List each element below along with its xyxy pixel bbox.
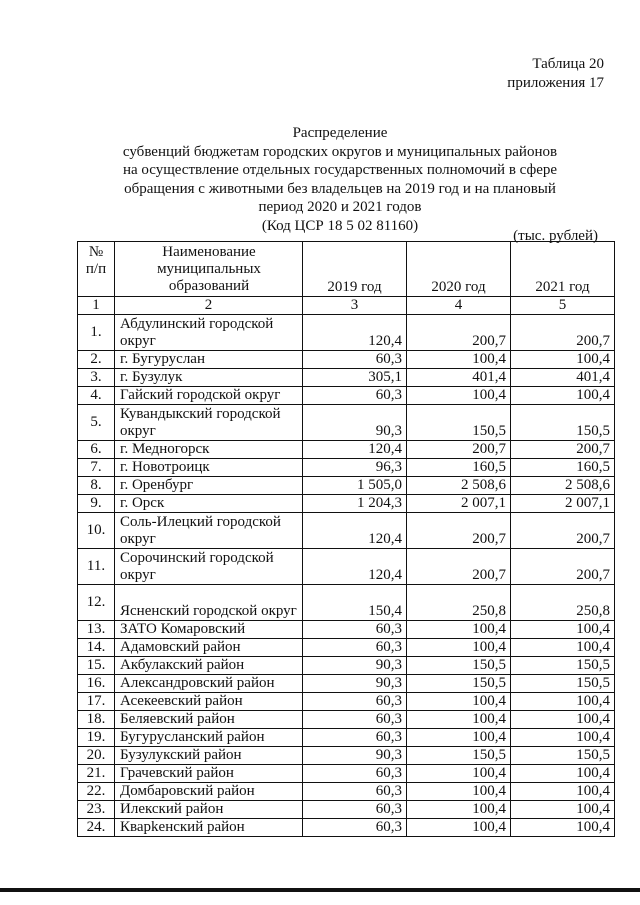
municipality-name: г. Медногорск [115, 441, 303, 459]
row-number: 10. [78, 513, 115, 549]
value-2021: 150,5 [511, 657, 615, 675]
row-number: 22. [78, 783, 115, 801]
municipality-name: г. Бугуруслан [115, 351, 303, 369]
value-2021: 150,5 [511, 675, 615, 693]
value-2021: 100,4 [511, 765, 615, 783]
value-2020: 100,4 [407, 765, 511, 783]
value-2020: 100,4 [407, 711, 511, 729]
value-2020: 100,4 [407, 783, 511, 801]
value-2019: 90,3 [303, 747, 407, 765]
table-body [78, 315, 615, 837]
value-2019: 305,1 [303, 369, 407, 387]
municipality-name: Гайский городской округ [115, 387, 303, 405]
table-header-row [78, 242, 615, 297]
value-2020: 100,4 [407, 729, 511, 747]
value-2021: 100,4 [511, 783, 615, 801]
table-row [78, 477, 615, 495]
row-number: 4. [78, 387, 115, 405]
table-row [78, 765, 615, 783]
row-number: 1. [78, 315, 115, 351]
table-row [78, 639, 615, 657]
value-2020: 401,4 [407, 369, 511, 387]
value-2021: 200,7 [511, 513, 615, 549]
row-number: 5. [78, 405, 115, 441]
title-line-1: Распределение [292, 125, 388, 141]
value-2021: 100,4 [511, 801, 615, 819]
municipality-name: Илекский район [115, 801, 303, 819]
value-2021: 100,4 [511, 387, 615, 405]
row-number: 24. [78, 819, 115, 837]
municipality-name: Сорочинский городской округ [115, 549, 303, 585]
value-2019: 60,3 [303, 693, 407, 711]
value-2019: 60,3 [303, 711, 407, 729]
value-2021: 100,4 [511, 351, 615, 369]
table-row [78, 801, 615, 819]
table-row [78, 405, 615, 441]
table-row [78, 513, 615, 549]
header-2021: 2021 год [511, 242, 615, 297]
header-number: № п/п [78, 242, 115, 297]
column-number: 5 [511, 297, 615, 315]
value-2021: 250,8 [511, 585, 615, 621]
value-2021: 200,7 [511, 315, 615, 351]
row-number: 9. [78, 495, 115, 513]
scan-edge-bar [0, 888, 640, 892]
value-2021: 100,4 [511, 711, 615, 729]
title-line-3: на осуществление отдельных государственных полномочий в сфере [122, 162, 558, 178]
row-number: 15. [78, 657, 115, 675]
value-2021: 100,4 [511, 819, 615, 837]
value-2020: 100,4 [407, 801, 511, 819]
value-2021: 401,4 [511, 369, 615, 387]
municipality-name: Грачевский район [115, 765, 303, 783]
table-row [78, 783, 615, 801]
title-line-2: субвенций бюджетам городских округов и муниципальных районов [122, 143, 558, 160]
value-2020: 250,8 [407, 585, 511, 621]
subvention-table [77, 241, 615, 837]
value-2021: 160,5 [511, 459, 615, 477]
value-2021: 200,7 [511, 549, 615, 585]
municipality-name: г. Бузулук [115, 369, 303, 387]
value-2020: 100,4 [407, 351, 511, 369]
table-reference [404, 55, 604, 93]
municipality-name: Асекеевский район [115, 693, 303, 711]
municipality-name: Ясненский городской округ [115, 585, 303, 621]
column-number: 3 [303, 297, 407, 315]
value-2019: 1 204,3 [303, 495, 407, 513]
value-2019: 96,3 [303, 459, 407, 477]
value-2019: 60,3 [303, 783, 407, 801]
table-row [78, 675, 615, 693]
row-number: 8. [78, 477, 115, 495]
table-row [78, 459, 615, 477]
row-number: 21. [78, 765, 115, 783]
municipality-name: Бузулукский район [115, 747, 303, 765]
value-2020: 2 007,1 [407, 495, 511, 513]
municipality-name: Абдулинский городской округ [115, 315, 303, 351]
value-2020: 160,5 [407, 459, 511, 477]
value-2021: 100,4 [511, 639, 615, 657]
value-2020: 2 508,6 [407, 477, 511, 495]
row-number: 23. [78, 801, 115, 819]
row-number: 20. [78, 747, 115, 765]
value-2020: 200,7 [407, 315, 511, 351]
table-number: Таблица 20 [532, 56, 604, 72]
table-row [78, 495, 615, 513]
value-2019: 150,4 [303, 585, 407, 621]
row-number: 19. [78, 729, 115, 747]
value-2019: 60,3 [303, 639, 407, 657]
value-2020: 200,7 [407, 441, 511, 459]
title-line-6: (Код ЦСР 18 5 02 81160) [261, 217, 419, 234]
value-2020: 100,4 [407, 387, 511, 405]
title-line-4: обращения с животными без владельцев на 2019 год и на плановый [124, 180, 556, 197]
table-row [78, 693, 615, 711]
value-2019: 60,3 [303, 351, 407, 369]
municipality-name: Акбулакский район [115, 657, 303, 675]
value-2021: 2 007,1 [511, 495, 615, 513]
table-row [78, 747, 615, 765]
value-2020: 100,4 [407, 621, 511, 639]
appendix-number: приложения 17 [507, 75, 604, 91]
municipality-name: Александровский район [115, 675, 303, 693]
column-number-row [78, 297, 615, 315]
value-2019: 120,4 [303, 441, 407, 459]
municipality-name: Беляевский район [115, 711, 303, 729]
document-title [70, 124, 610, 235]
table-row [78, 549, 615, 585]
header-2020: 2020 год [407, 242, 511, 297]
value-2019: 120,4 [303, 549, 407, 585]
row-number: 16. [78, 675, 115, 693]
value-2020: 200,7 [407, 549, 511, 585]
value-2019: 90,3 [303, 657, 407, 675]
table-row [78, 819, 615, 837]
value-2021: 100,4 [511, 693, 615, 711]
row-number: 18. [78, 711, 115, 729]
value-2020: 100,4 [407, 693, 511, 711]
table-row [78, 369, 615, 387]
value-2019: 120,4 [303, 315, 407, 351]
value-2019: 60,3 [303, 801, 407, 819]
table-row [78, 657, 615, 675]
row-number: 2. [78, 351, 115, 369]
header-2019: 2019 год [303, 242, 407, 297]
municipality-name: г. Орск [115, 495, 303, 513]
municipality-name: ЗАТО Комаровский [115, 621, 303, 639]
value-2019: 1 505,0 [303, 477, 407, 495]
table-row [78, 441, 615, 459]
row-number: 7. [78, 459, 115, 477]
table-row [78, 315, 615, 351]
column-number: 1 [78, 297, 115, 315]
municipality-name: г. Новотроицк [115, 459, 303, 477]
row-number: 11. [78, 549, 115, 585]
table-row [78, 711, 615, 729]
value-2020: 200,7 [407, 513, 511, 549]
value-2019: 90,3 [303, 405, 407, 441]
column-number: 4 [407, 297, 511, 315]
municipality-name: Соль-Илецкий городской округ [115, 513, 303, 549]
value-2019: 90,3 [303, 675, 407, 693]
value-2020: 150,5 [407, 747, 511, 765]
title-line-5: период 2020 и 2021 годов [258, 199, 422, 215]
value-2020: 150,5 [407, 405, 511, 441]
value-2021: 2 508,6 [511, 477, 615, 495]
row-number: 14. [78, 639, 115, 657]
value-2021: 200,7 [511, 441, 615, 459]
value-2020: 100,4 [407, 819, 511, 837]
value-2021: 150,5 [511, 747, 615, 765]
value-2021: 150,5 [511, 405, 615, 441]
table-row [78, 621, 615, 639]
row-number: 13. [78, 621, 115, 639]
row-number: 3. [78, 369, 115, 387]
value-2019: 120,4 [303, 513, 407, 549]
value-2019: 60,3 [303, 729, 407, 747]
header-name: Наименование муниципальных образований [115, 242, 303, 297]
value-2020: 100,4 [407, 639, 511, 657]
row-number: 17. [78, 693, 115, 711]
municipality-name: Бугурусланский район [115, 729, 303, 747]
value-2021: 100,4 [511, 621, 615, 639]
value-2019: 60,3 [303, 819, 407, 837]
municipality-name: г. Оренбург [115, 477, 303, 495]
municipality-name: Кварkенский район [115, 819, 303, 837]
municipality-name: Адамовский район [115, 639, 303, 657]
value-2020: 150,5 [407, 675, 511, 693]
column-number: 2 [115, 297, 303, 315]
table-row [78, 585, 615, 621]
value-2019: 60,3 [303, 387, 407, 405]
row-number: 12. [78, 585, 115, 621]
value-2019: 60,3 [303, 765, 407, 783]
table-row [78, 729, 615, 747]
value-2019: 60,3 [303, 621, 407, 639]
municipality-name: Кувандыкский городской округ [115, 405, 303, 441]
table-row [78, 351, 615, 369]
municipality-name: Домбаровский район [115, 783, 303, 801]
value-2020: 150,5 [407, 657, 511, 675]
row-number: 6. [78, 441, 115, 459]
table-row [78, 387, 615, 405]
value-2021: 100,4 [511, 729, 615, 747]
units-label: (тыс. рублей) [513, 228, 598, 244]
